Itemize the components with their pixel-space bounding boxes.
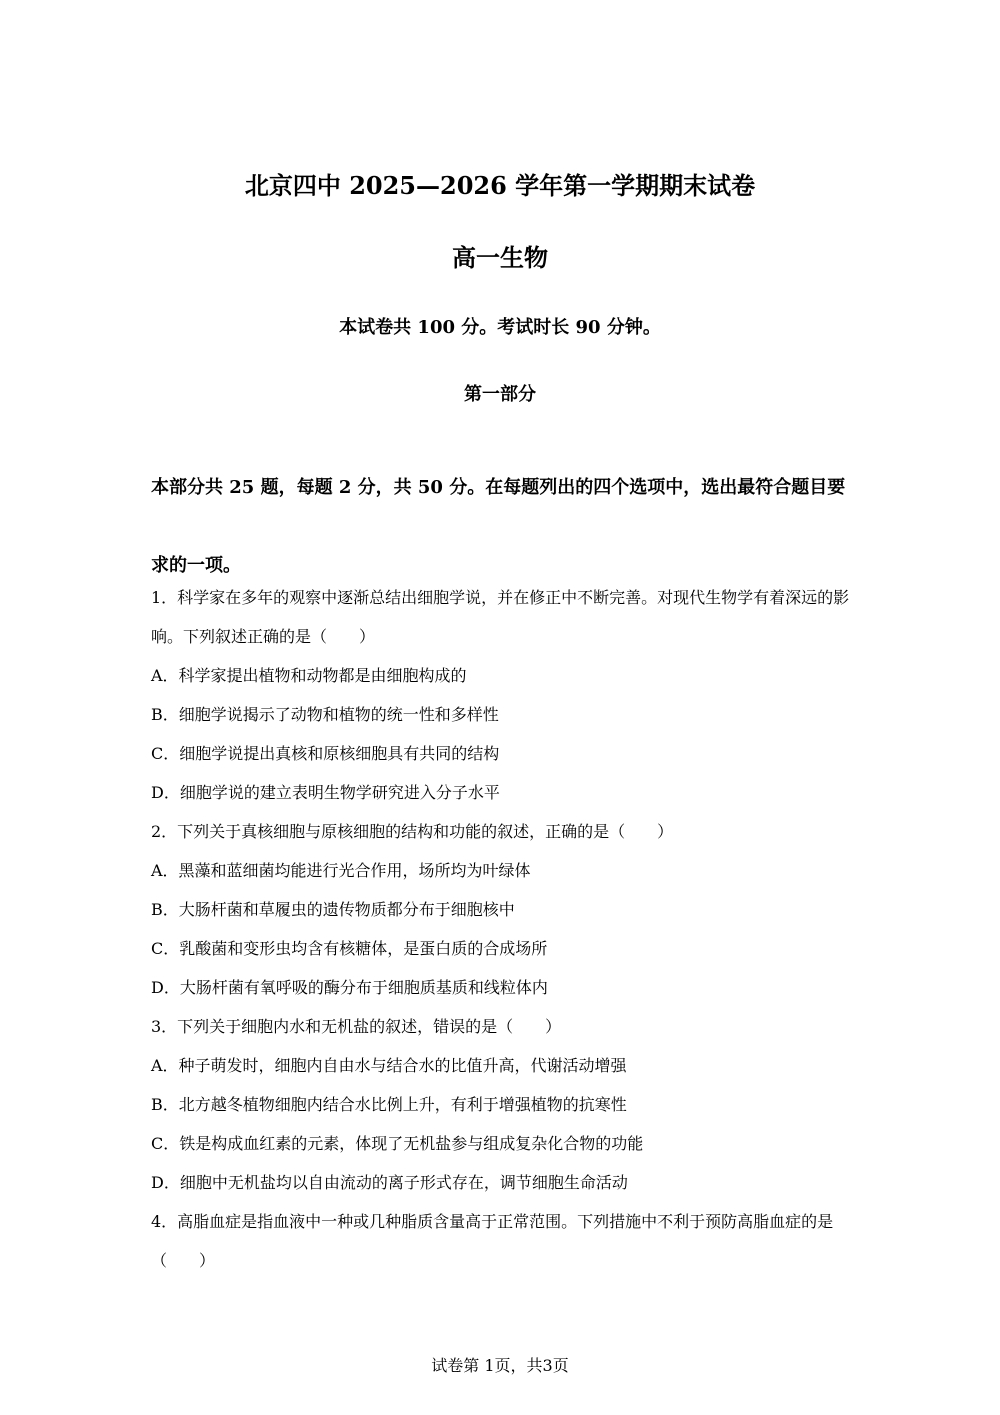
option-a: A．黑藻和蓝细菌均能进行光合作用，场所均为叶绿体 — [151, 861, 531, 880]
option-d: D．细胞中无机盐均以自由流动的离子形式存在，调节细胞生命活动 — [151, 1173, 628, 1192]
option-b: B．细胞学说揭示了动物和植物的统一性和多样性 — [151, 705, 499, 724]
option-d: D．大肠杆菌有氧呼吸的酶分布于细胞质基质和线粒体内 — [151, 978, 548, 997]
question-2 — [151, 812, 861, 1007]
option-a: A．科学家提出植物和动物都是由细胞构成的 — [151, 666, 467, 685]
exam-title: 北京四中 2025—2026 学年第一学期期末试卷 — [244, 171, 756, 200]
option-b: B．大肠杆菌和草履虫的遗传物质都分布于细胞核中 — [151, 900, 515, 919]
question-1 — [151, 578, 861, 812]
question-stem: 1．科学家在多年的观察中逐渐总结出细胞学说，并在修正中不断完善。对现代生物学有着深远的影响。下列叙述正确的是（ ） — [151, 588, 850, 646]
option-d: D．细胞学说的建立表明生物学研究进入分子水平 — [151, 783, 500, 802]
option-c: C．铁是构成血红素的元素，体现了无机盐参与组成复杂化合物的功能 — [151, 1134, 644, 1153]
question-list — [151, 578, 861, 1280]
exam-info: 本试卷共 100 分。考试时长 90 分钟。 — [339, 317, 661, 338]
part-instructions: 本部分共 25 题，每题 2 分，共 50 分。在每题列出的四个选项中，选出最符合题目要求的一项。 — [151, 477, 846, 576]
option-b: B．北方越冬植物细胞内结合水比例上升，有利于增强植物的抗寒性 — [151, 1095, 627, 1114]
question-4 — [151, 1202, 861, 1280]
question-stem: 3．下列关于细胞内水和无机盐的叙述，错误的是（ ） — [151, 1017, 562, 1036]
option-c: C．乳酸菌和变形虫均含有核糖体，是蛋白质的合成场所 — [151, 939, 548, 958]
exam-subject: 高一生物 — [452, 243, 548, 272]
question-stem: 4．高脂血症是指血液中一种或几种脂质含量高于正常范围。下列措施中不利于预防高脂血症的是（ ） — [151, 1212, 834, 1270]
option-a: A．种子萌发时，细胞内自由水与结合水的比值升高，代谢活动增强 — [151, 1056, 627, 1075]
question-stem: 2．下列关于真核细胞与原核细胞的结构和功能的叙述，正确的是（ ） — [151, 822, 674, 841]
option-c: C．细胞学说提出真核和原核细胞具有共同的结构 — [151, 744, 500, 763]
page-footer: 试卷第 1页，共3页 — [431, 1356, 569, 1375]
part-title: 第一部分 — [464, 384, 536, 405]
question-3 — [151, 1007, 861, 1202]
